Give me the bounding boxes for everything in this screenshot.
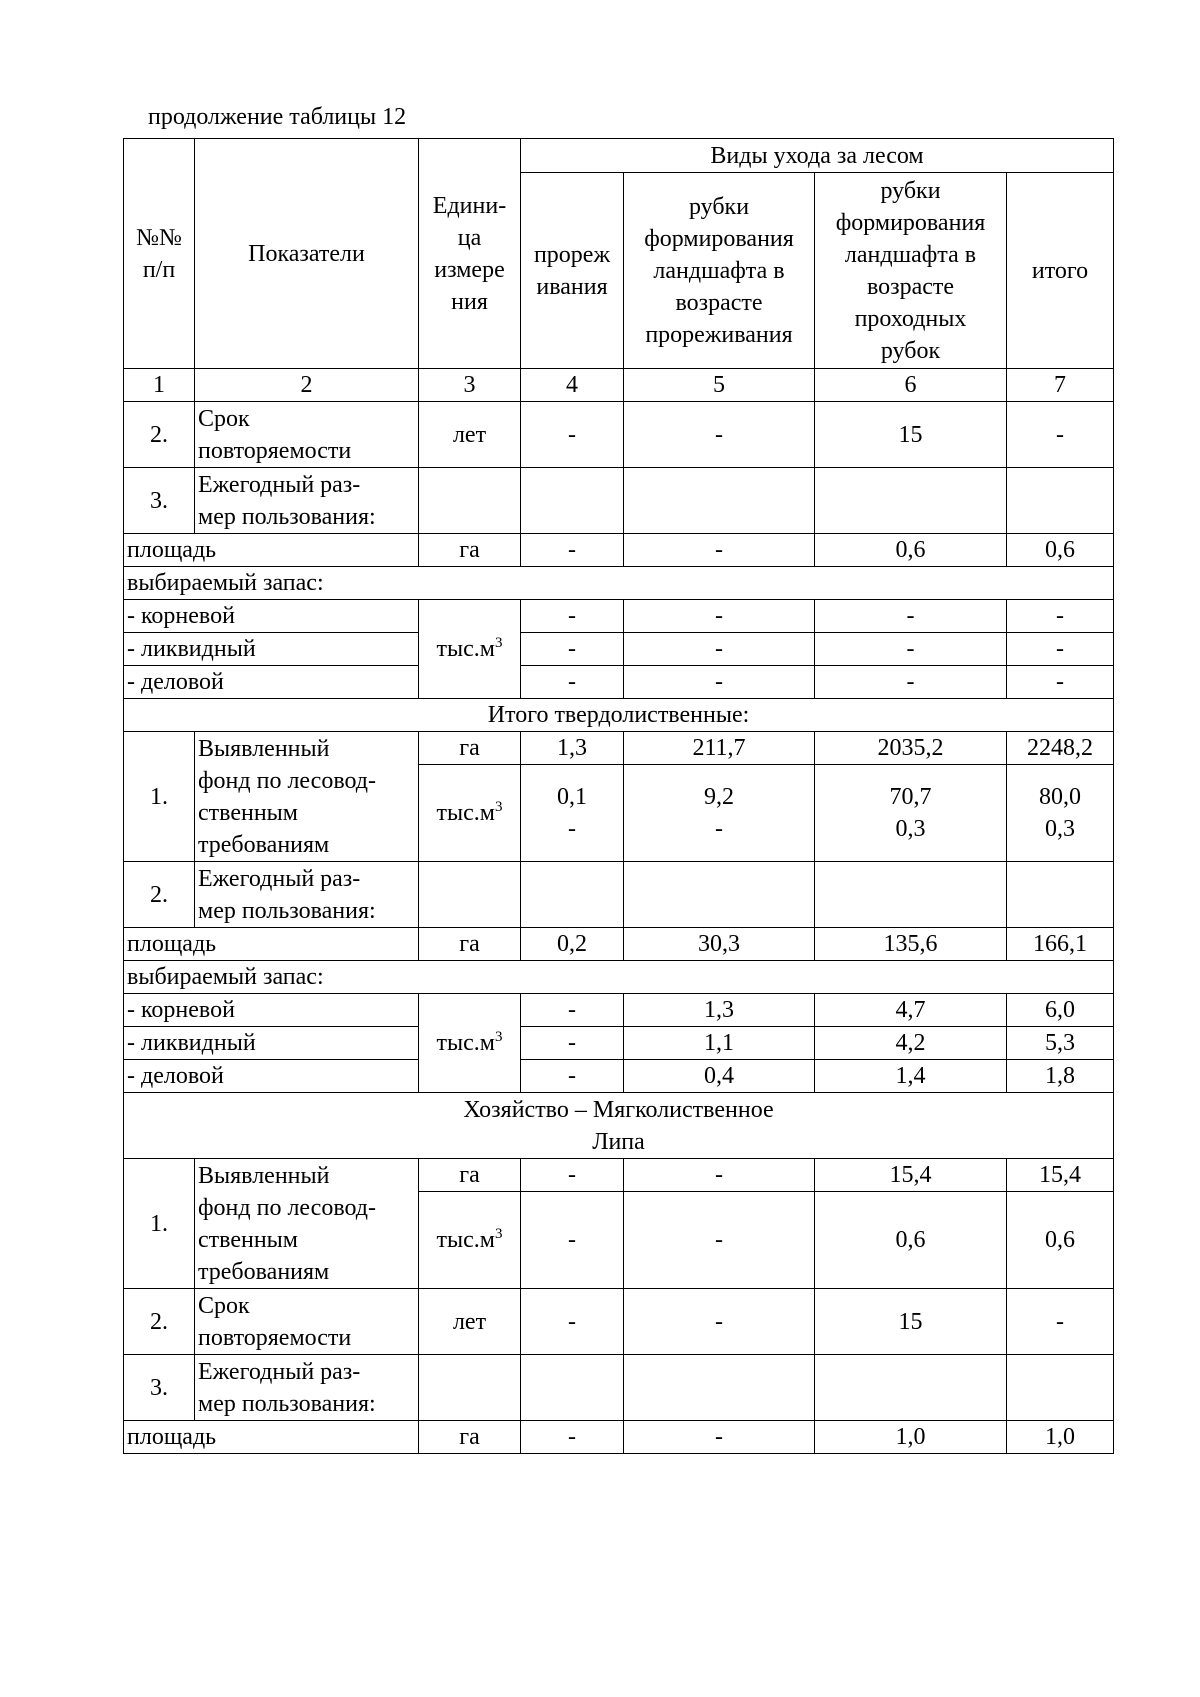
forest-care-table (123, 138, 1114, 1454)
cell-thinning: - (521, 1027, 624, 1060)
cell-total: - (1007, 600, 1114, 633)
cell-total: 1,8 (1007, 1060, 1114, 1093)
cell-landscape-thinning (624, 765, 815, 862)
unit-text: тыс.м (436, 1030, 495, 1056)
empty-cell (419, 1355, 521, 1421)
cell-thinning: - (521, 402, 624, 468)
cell-total: 166,1 (1007, 928, 1114, 961)
row-unit: га (419, 1421, 521, 1454)
table-row (124, 862, 1114, 928)
cell-total: 5,3 (1007, 1027, 1114, 1060)
row-label: - ликвидный (124, 633, 419, 666)
row-number: 2. (124, 402, 195, 468)
value-line: - (568, 816, 576, 842)
table-row (124, 633, 1114, 666)
row-unit (419, 1192, 521, 1289)
empty-cell (1007, 862, 1114, 928)
header-indicators: Показатели (195, 139, 419, 369)
value-line: 0,1 (557, 784, 587, 810)
section-title-row (124, 699, 1114, 732)
row-label: Выявленный фонд по лесовод- ственным требованиям (195, 732, 419, 862)
empty-cell (815, 862, 1007, 928)
cell-total (1007, 765, 1114, 862)
cell-landscape-passage: 4,2 (815, 1027, 1007, 1060)
table-row (124, 666, 1114, 699)
empty-cell (624, 468, 815, 534)
table-row (124, 1421, 1114, 1454)
cell-landscape-thinning: 30,3 (624, 928, 815, 961)
header-row (124, 139, 1114, 173)
row-unit: га (419, 1159, 521, 1192)
cell-total: 15,4 (1007, 1159, 1114, 1192)
cell-landscape-thinning: - (624, 600, 815, 633)
unit-superscript: 3 (494, 635, 503, 651)
cell-landscape-thinning: 1,3 (624, 994, 815, 1027)
cell-landscape-passage: - (815, 600, 1007, 633)
header-thinning: прореж ивания (521, 173, 624, 369)
value-line: 0,3 (1045, 816, 1075, 842)
cell-total: - (1007, 633, 1114, 666)
table-row (124, 1027, 1114, 1060)
value-line: 70,7 (889, 784, 932, 810)
colnum-3: 3 (419, 369, 521, 402)
unit-text: тыс.м (436, 800, 495, 826)
column-numbers-row (124, 369, 1114, 402)
empty-cell (419, 862, 521, 928)
cell-total: - (1007, 402, 1114, 468)
row-unit: га (419, 732, 521, 765)
row-unit: лет (419, 402, 521, 468)
cell-landscape-passage: 2035,2 (815, 732, 1007, 765)
row-unit (419, 994, 521, 1093)
row-label: Срок повторяемости (195, 402, 419, 468)
header-num: №№ п/п (124, 139, 195, 369)
colnum-5: 5 (624, 369, 815, 402)
cell-landscape-thinning: - (624, 1159, 815, 1192)
row-label: - корневой (124, 994, 419, 1027)
cell-landscape-passage: 15 (815, 402, 1007, 468)
cell-thinning: - (521, 1060, 624, 1093)
unit-superscript: 3 (494, 1226, 503, 1242)
empty-cell (521, 862, 624, 928)
empty-cell (1007, 1355, 1114, 1421)
colnum-4: 4 (521, 369, 624, 402)
value-line: 80,0 (1039, 784, 1081, 810)
cell-total: 6,0 (1007, 994, 1114, 1027)
value-line: 9,2 (704, 784, 734, 810)
section-title: Хозяйство – Мягколиственное Липа (124, 1093, 1114, 1159)
table-caption: продолжение таблицы 12 (148, 104, 407, 130)
row-number: 1. (124, 732, 195, 862)
cell-landscape-passage: 135,6 (815, 928, 1007, 961)
table-row (124, 534, 1114, 567)
table-row (124, 928, 1114, 961)
table-row (124, 1289, 1114, 1355)
cell-thinning: - (521, 534, 624, 567)
row-label: площадь (124, 1421, 419, 1454)
cell-landscape-thinning: - (624, 402, 815, 468)
row-label: Ежегодный раз- мер пользования: (195, 862, 419, 928)
cell-total: 0,6 (1007, 1192, 1114, 1289)
cell-total: 0,6 (1007, 534, 1114, 567)
cell-thinning (521, 765, 624, 862)
empty-cell (521, 468, 624, 534)
cell-thinning: 1,3 (521, 732, 624, 765)
empty-cell (1007, 468, 1114, 534)
cell-thinning: - (521, 1159, 624, 1192)
header-landscape-passage: рубки формирования ландшафта в возрасте проходных рубок (815, 173, 1007, 369)
cell-landscape-passage: 15,4 (815, 1159, 1007, 1192)
empty-cell (815, 468, 1007, 534)
cell-thinning: - (521, 1421, 624, 1454)
unit-superscript: 3 (494, 799, 503, 815)
empty-cell (624, 862, 815, 928)
cell-landscape-thinning: 1,1 (624, 1027, 815, 1060)
cell-landscape-passage: 0,6 (815, 534, 1007, 567)
table-row (124, 732, 1114, 765)
row-label: площадь (124, 928, 419, 961)
cell-landscape-thinning: 211,7 (624, 732, 815, 765)
row-unit: га (419, 534, 521, 567)
cell-thinning: - (521, 600, 624, 633)
cell-thinning: - (521, 1192, 624, 1289)
cell-thinning: - (521, 666, 624, 699)
row-label: Срок повторяемости (195, 1289, 419, 1355)
colnum-2: 2 (195, 369, 419, 402)
cell-landscape-thinning: - (624, 1421, 815, 1454)
colnum-1: 1 (124, 369, 195, 402)
header-unit: Едини- ца измере ния (419, 139, 521, 369)
cell-landscape-thinning: - (624, 1192, 815, 1289)
row-number: 2. (124, 862, 195, 928)
row-unit (419, 765, 521, 862)
cell-landscape-passage: 1,0 (815, 1421, 1007, 1454)
row-label: - деловой (124, 666, 419, 699)
stock-label: выбираемый запас: (124, 567, 1114, 600)
cell-landscape-passage: 4,7 (815, 994, 1007, 1027)
empty-cell (521, 1355, 624, 1421)
table-row (124, 961, 1114, 994)
cell-landscape-thinning: - (624, 633, 815, 666)
cell-total: 2248,2 (1007, 732, 1114, 765)
table-row (124, 468, 1114, 534)
table-row (124, 1060, 1114, 1093)
table-row (124, 402, 1114, 468)
value-line: 0,3 (895, 816, 926, 842)
header-total: итого (1007, 173, 1114, 369)
row-label: - ликвидный (124, 1027, 419, 1060)
cell-landscape-thinning: 0,4 (624, 1060, 815, 1093)
table-row (124, 1355, 1114, 1421)
empty-cell (624, 1355, 815, 1421)
cell-landscape-thinning: - (624, 1289, 815, 1355)
table-row (124, 600, 1114, 633)
row-label: Выявленный фонд по лесовод- ственным требованиям (195, 1159, 419, 1289)
unit-text: тыс.м (436, 636, 495, 662)
cell-thinning: - (521, 994, 624, 1027)
row-label: - деловой (124, 1060, 419, 1093)
cell-landscape-passage: 0,6 (815, 1192, 1007, 1289)
cell-thinning: 0,2 (521, 928, 624, 961)
section-title: Итого твердолиственные: (124, 699, 1114, 732)
cell-thinning: - (521, 1289, 624, 1355)
row-label: Ежегодный раз- мер пользования: (195, 1355, 419, 1421)
cell-landscape-passage: - (815, 633, 1007, 666)
header-care-types: Виды ухода за лесом (521, 139, 1114, 173)
row-number: 3. (124, 1355, 195, 1421)
cell-landscape-passage: 1,4 (815, 1060, 1007, 1093)
row-number: 2. (124, 1289, 195, 1355)
cell-total: 1,0 (1007, 1421, 1114, 1454)
cell-landscape-passage: - (815, 666, 1007, 699)
row-label: - корневой (124, 600, 419, 633)
header-landscape-thinning: рубки формирования ландшафта в возрасте прореживания (624, 173, 815, 369)
table-row (124, 567, 1114, 600)
empty-cell (815, 1355, 1007, 1421)
row-number: 1. (124, 1159, 195, 1289)
cell-landscape-passage (815, 765, 1007, 862)
cell-landscape-thinning: - (624, 534, 815, 567)
cell-total: - (1007, 1289, 1114, 1355)
row-number: 3. (124, 468, 195, 534)
empty-cell (419, 468, 521, 534)
value-line: - (715, 816, 723, 842)
unit-text: тыс.м (436, 1227, 495, 1253)
table-row (124, 1159, 1114, 1192)
stock-label: выбираемый запас: (124, 961, 1114, 994)
row-unit: лет (419, 1289, 521, 1355)
row-unit (419, 600, 521, 699)
cell-total: - (1007, 666, 1114, 699)
section-title-row (124, 1093, 1114, 1159)
table-row (124, 994, 1114, 1027)
cell-landscape-thinning: - (624, 666, 815, 699)
unit-superscript: 3 (494, 1029, 503, 1045)
colnum-6: 6 (815, 369, 1007, 402)
row-label: Ежегодный раз- мер пользования: (195, 468, 419, 534)
row-unit: га (419, 928, 521, 961)
row-label: площадь (124, 534, 419, 567)
cell-thinning: - (521, 633, 624, 666)
cell-landscape-passage: 15 (815, 1289, 1007, 1355)
colnum-7: 7 (1007, 369, 1114, 402)
